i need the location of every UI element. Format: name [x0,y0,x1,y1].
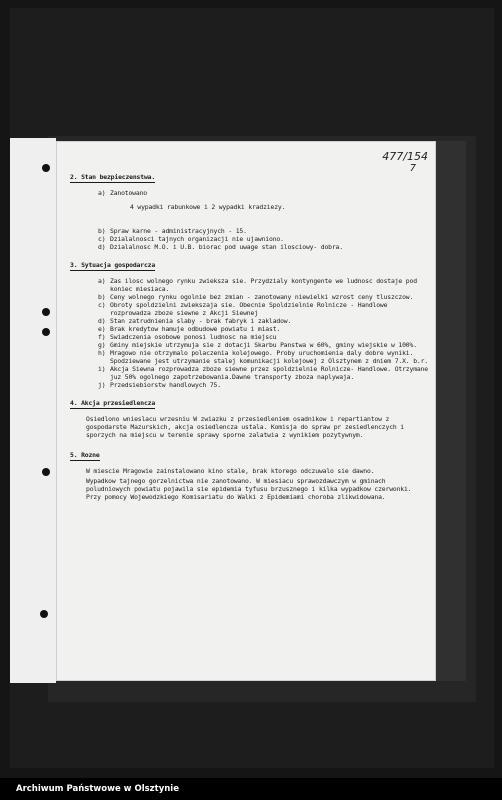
list-item [98,325,428,333]
binder-hole [42,328,50,336]
item-text: Zas ilosc wolnego rynku zwieksza sie. Przydzialy kontyngente we ludnosc dostaje pod koniec miesiaca. [110,277,417,293]
reference-number: 477/154 [382,150,428,163]
list-item [98,301,428,317]
binder-hole [40,610,48,618]
item-label: d) [98,317,106,325]
item-text: Ceny wolnego rynku ogolnie bez zmian - zanotowany niewielki wzrost ceny tluszczow. [110,293,414,301]
section-title: 2. Stan bezpieczenstwa. [70,173,156,181]
archive-name: Archiwum Państwowe w Olsztynie [16,784,179,794]
binder-hole [42,164,50,172]
item-label: g) [98,341,106,349]
item-text: Swiadczenia osobowe ponosi ludnosc na miejscu [110,333,277,341]
section-title: 3. Sytuacja gospodarcza [70,261,156,269]
document-content [70,173,428,503]
item-text: Akcja Siewna rozprowadza zboze siewne przez spoldzielnie Rolnicze- Handlowe. Otrzymane juz 50% ogolnego zapotrzebowania.Dawne transporty zboza naplywaja. [110,365,428,381]
item-label: a) [98,277,106,285]
archive-footer [0,778,502,800]
paragraph: Osiedlono wnieslacu wrzesniu W zwiazku z przesiedleniem osadnikow i repartiantow z gospodarste Mazurskich, akcja osiedlencza ustala. Komisja do spraw pr zesiedlenczych i sporzych na miejscu w terenie sprawy sporne zalatwia z wynikiem pozytywnym. [86,415,404,439]
list-item [98,235,428,243]
item-text: Dzialalnosc M.O. i U.B. biorac pod uwage stan ilosciowy- dobra. [110,243,343,251]
archive-reference [382,151,428,175]
list-item [98,333,428,341]
item-text: Gminy miejskie utrzymuja sie z dotacji Skarbu Panstwa w 60%, gminy wiejskie w 100%. [110,341,417,349]
list-item [98,293,428,301]
paragraph: 4 wypadki rabunkowe i 2 wypadki kradziezy. [130,203,286,211]
item-text: Spraw karne - administracyjnych - 15. [110,227,247,235]
item-text: Stan zatrudnienia slaby - brak fabryk i zakladow. [110,317,292,325]
list-item [98,341,428,349]
item-label: b) [98,227,106,235]
item-text: Dzialalnosci tajnych organizacji nie ujawniono. [110,235,284,243]
binder-hole [42,308,50,316]
section-title: 5. Rozne [70,451,100,459]
item-label: f) [98,333,106,341]
binder-strip [10,138,56,683]
list [70,277,428,389]
list-item [98,349,428,365]
item-text: Obroty spoldzielni zwiekszaja sie. Obecnie Spoldzielnie Rolnicze - Handlowe rozprowadza zboze siewne z Akcji Siewnej [110,301,388,317]
item-label: b) [98,293,106,301]
document-page [56,141,436,681]
paragraph: Wypadkow tajnego gorzelnictwa nie zanotowano. W miesiacu sprawozdawczym w gminach poludniowych powiatu pojawila sie epidemia tyfusu brzusznego i kilka wypadkow czerwonki. Przy pomocy Wojewodzkiego Komisariatu do Walki z Epidemiami choroba zlikwidowana. [86,477,412,501]
list-item [98,381,428,389]
section-title: 4. Akcja przesiedlencza [70,399,156,407]
binder-hole [42,468,50,476]
item-text: Brak kredytow hamuje odbudowe powiatu i miast. [110,325,281,333]
page-shadow [436,141,466,681]
list-item [98,277,428,293]
item-label: j) [98,381,106,389]
list-item: a) Zanotowano [98,189,147,197]
item-text: Przedsiebiorstw handlowych 75. [110,381,221,389]
list-item [98,243,428,251]
list [70,227,428,251]
list-item [98,227,428,235]
item-label: c) [98,301,106,309]
item-label: i) [98,365,106,373]
reference-sub: 7 [409,163,416,174]
list-item [98,317,428,325]
item-text: Mragowo nie otrzymalo polaczenia kolejowego. Proby uruchomienia daly dobre wyniki. Spodziewane jest utrzymanie stalej komunikacji kolejowej z Olsztynem z dniem 7.X. b.r. [110,349,428,365]
paragraph: W miescie Mragowie zainstalowano kino stale, brak ktorego odczuwalo sie dawno. [86,467,375,475]
item-label: d) [98,243,106,251]
list-item [98,365,428,381]
item-label: h) [98,349,106,357]
item-label: e) [98,325,106,333]
item-label: c) [98,235,106,243]
